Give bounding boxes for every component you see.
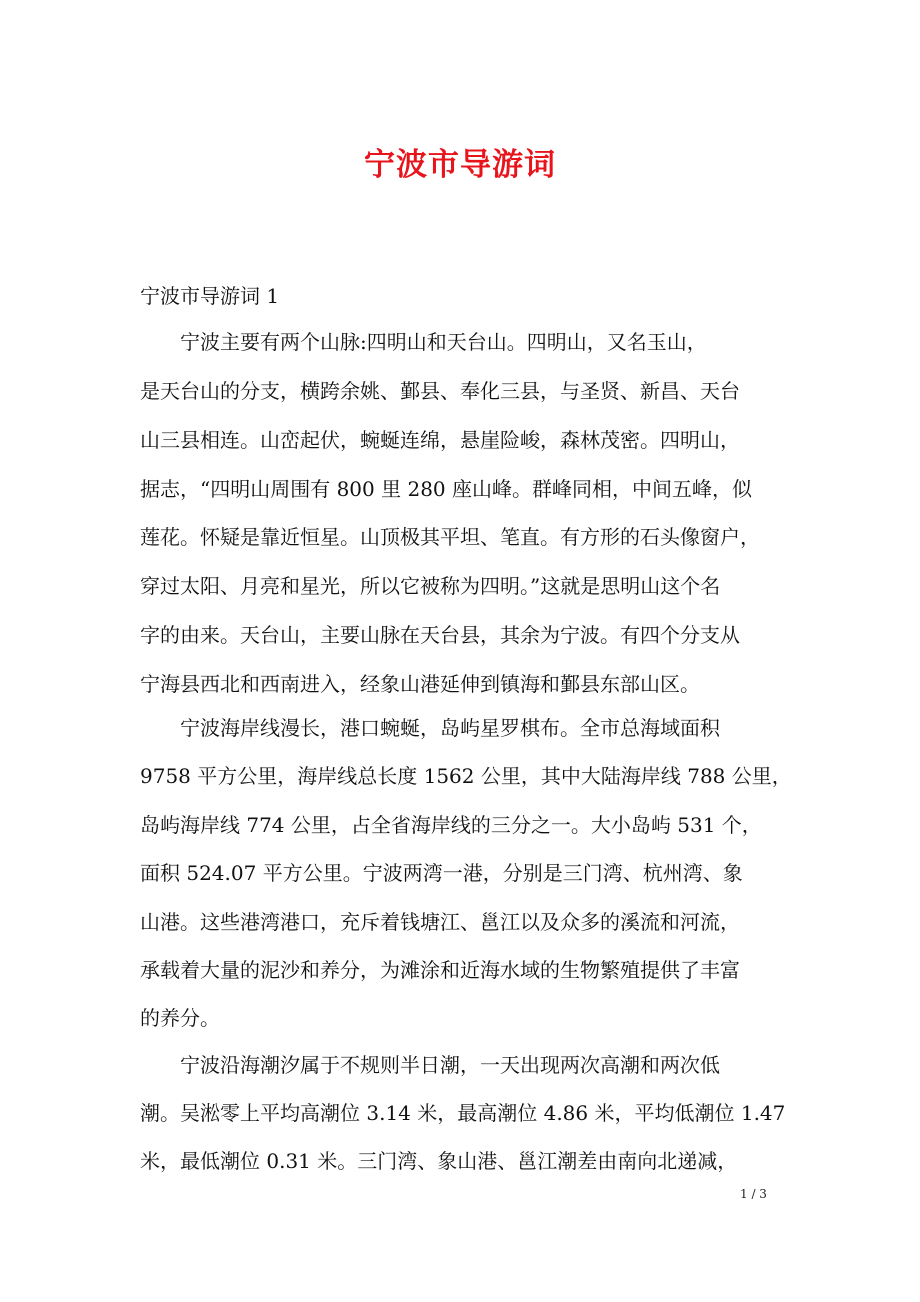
paragraph-line: 宁波沿海潮汐属于不规则半日潮，一天出现两次高潮和两次低 (140, 1053, 720, 1077)
paragraph-line: 承载着大量的泥沙和养分，为滩涂和近海水域的生物繁殖提供了丰富 (140, 958, 740, 982)
paragraph-line: 字的由来。天台山，主要山脉在天台县，其余为宁波。有四个分支从 (140, 623, 740, 647)
document-title: 宁波市导游词 (364, 147, 556, 183)
paragraph-line: 的养分。 (140, 1006, 220, 1030)
section-heading: 宁波市导游词 1 (140, 284, 280, 308)
paragraph-line: 山港。这些港湾港口，充斥着钱塘江、邕江以及众多的溪流和河流， (140, 910, 740, 934)
paragraph-line: 米，最低潮位 0.31 米。三门湾、象山港、邕江潮差由南向北递减， (140, 1149, 738, 1173)
paragraph-line: 是天台山的分支，横跨余姚、鄞县、奉化三县，与圣贤、新昌、天台 (140, 379, 740, 403)
paragraph-line: 面积 524.07 平方公里。宁波两湾一港，分别是三门湾、杭州湾、象 (140, 861, 743, 885)
paragraph-line: 据志，“四明山周围有 800 里 280 座山峰。群峰同相，中间五峰，似 (140, 477, 753, 501)
paragraph-line: 山三县相连。山峦起伏，蜿蜒连绵，悬崖险峻，森林茂密。四明山， (140, 428, 740, 452)
page-number: 1 / 3 (740, 1187, 767, 1201)
paragraph-line: 宁波主要有两个山脉:四明山和天台山。四明山，又名玉山， (140, 330, 707, 354)
paragraph-line: 潮。吴淞零上平均高潮位 3.14 米，最高潮位 4.86 米，平均低潮位 1.47 (140, 1101, 786, 1125)
paragraph-line: 9758 平方公里，海岸线总长度 1562 公里，其中大陆海岸线 788 公里， (140, 764, 792, 788)
paragraph-line: 穿过太阳、月亮和星光，所以它被称为四明。”这就是思明山这个名 (140, 574, 721, 598)
paragraph-line: 岛屿海岸线 774 公里，占全省海岸线的三分之一。大小岛屿 531 个， (140, 813, 762, 837)
paragraph-line: 莲花。怀疑是靠近恒星。山顶极其平坦、笔直。有方形的石头像窗户， (140, 525, 760, 549)
paragraph-line: 宁波海岸线漫长，港口蜿蜒，岛屿星罗棋布。全市总海域面积 (140, 716, 720, 740)
paragraph-line: 宁海县西北和西南进入，经象山港延伸到镇海和鄞县东部山区。 (140, 672, 700, 696)
